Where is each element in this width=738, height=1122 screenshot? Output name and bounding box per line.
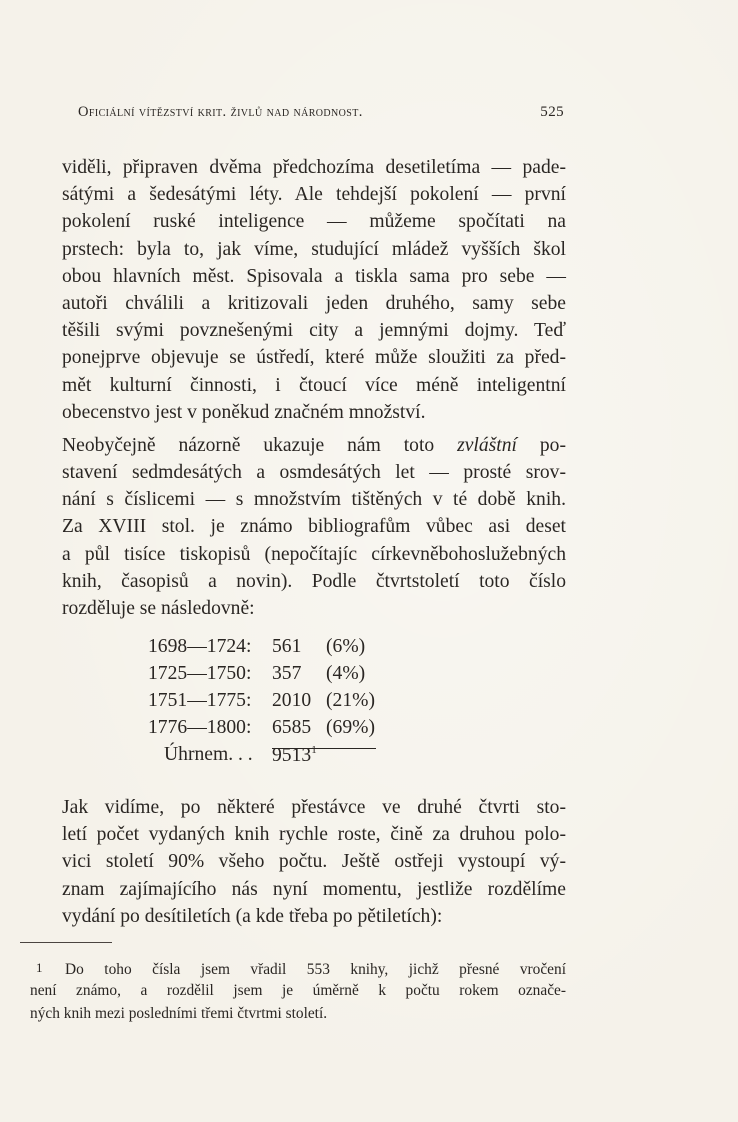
text-line: vydání po desítiletích (a kde třeba po pětiletích):	[62, 905, 443, 927]
body-text-lower	[62, 794, 566, 930]
table-row	[62, 690, 566, 717]
count-cell: 561	[272, 636, 302, 657]
percent-cell: (21%)	[326, 690, 375, 711]
percent-cell: (4%)	[326, 663, 366, 684]
body-text	[62, 154, 566, 622]
text-run: po-	[516, 434, 566, 456]
text-line: prstech: byla to, jak víme, studující mládež vyšších škol	[62, 238, 566, 260]
text-line: viděli, připraven dvěma předchozíma desetiletíma — pade-	[62, 157, 566, 178]
text-line: Za XVIII stol. je známo bibliografům vůbec asi deset	[62, 516, 566, 538]
text-line: pokolení ruské inteligence — můžeme spočítati na	[62, 211, 566, 233]
text-line: obou hlavních měst. Spisovala a tiskla sama pro sebe —	[62, 265, 566, 287]
text-line: Jak vidíme, po některé přestávce ve druhé čtvrti sto-	[62, 797, 566, 818]
footnote-mark: 1	[36, 960, 43, 975]
text-line: těšili svými povznešenými city a jemnými dojmy. Teď	[62, 320, 566, 342]
count-cell: 357	[272, 663, 302, 684]
percent-cell: (6%)	[326, 636, 366, 657]
text-line: vici století 90% všeho počtu. Ještě ostřeji vystoupí vý-	[62, 851, 566, 873]
text-line: nání s číslicemi — s množstvím tištěných v té době knih.	[62, 489, 566, 511]
text-run: Do toho čísla jsem vřadil 553 knihy, jichž přesné vročení	[65, 961, 566, 978]
table-row	[62, 636, 566, 663]
total-number: 9513	[272, 745, 312, 766]
total-value	[272, 744, 317, 767]
paragraph-3	[62, 794, 566, 930]
count-cell: 2010	[272, 690, 312, 711]
table-row	[62, 717, 566, 744]
text-line: knih, časopisů a novin). Podle čtvrtstoletí toto číslo	[62, 570, 566, 592]
emphasis-word: zvláštní	[457, 434, 517, 456]
text-line: znam zajímajícího nás nyní momentu, jestliže rozdělíme	[62, 878, 566, 900]
footnote-line: není známo, a rozdělil jsem je úměrně k počtu rokem označe-	[30, 982, 566, 999]
footnote	[30, 956, 566, 1025]
running-head-title: Oficiální vítězství krit. živlů nad národnost.	[78, 104, 363, 120]
running-head	[78, 104, 568, 124]
table-row	[62, 663, 566, 690]
text-line: stavení sedmdesátých a osmdesátých let — prosté srov-	[62, 462, 566, 484]
text-line	[62, 432, 566, 459]
text-line: a půl tisíce tiskopisů (nepočítajíc církevněbohoslužebných	[62, 543, 566, 565]
text-line: letí počet vydaných knih rychle roste, čině za druhou polo-	[62, 824, 566, 846]
text-line: sátými a šedesátými léty. Ale tehdejší pokolení — první	[62, 184, 566, 206]
book-count-table	[62, 636, 566, 771]
footnote-line	[30, 956, 566, 979]
text-run: Neobyčejně názorně ukazuje nám toto	[62, 434, 458, 456]
count-cell: 6585	[272, 717, 312, 738]
page-number: 525	[540, 104, 564, 120]
period-cell: 1776—1800:	[148, 717, 252, 738]
footnote-line: ných knih mezi posledními třemi čtvrtmi století.	[30, 1005, 328, 1022]
percent-cell: (69%)	[326, 717, 375, 738]
period-cell: 1725—1750:	[148, 663, 252, 684]
text-line: rozděluje se následovně:	[62, 598, 255, 619]
table-total-row	[62, 744, 566, 771]
text-line: obecenstvo jest v poněkud značném množství.	[62, 401, 426, 423]
footnote-reference: 1	[311, 744, 317, 756]
total-label: Úhrnem. . .	[164, 744, 253, 765]
paragraph-2	[62, 432, 566, 622]
footnote-divider	[20, 942, 112, 943]
text-line: ponejprve objevuje se ústředí, které může sloužiti za před-	[62, 347, 566, 369]
period-cell: 1751—1775:	[148, 690, 252, 711]
text-line: autoři chválili a kritizovali jeden druhého, samy sebe	[62, 292, 566, 314]
paragraph-1	[62, 154, 566, 426]
period-cell: 1698—1724:	[148, 636, 252, 657]
text-line: mět kulturní činnosti, i čtoucí více méně inteligentní	[62, 374, 566, 396]
